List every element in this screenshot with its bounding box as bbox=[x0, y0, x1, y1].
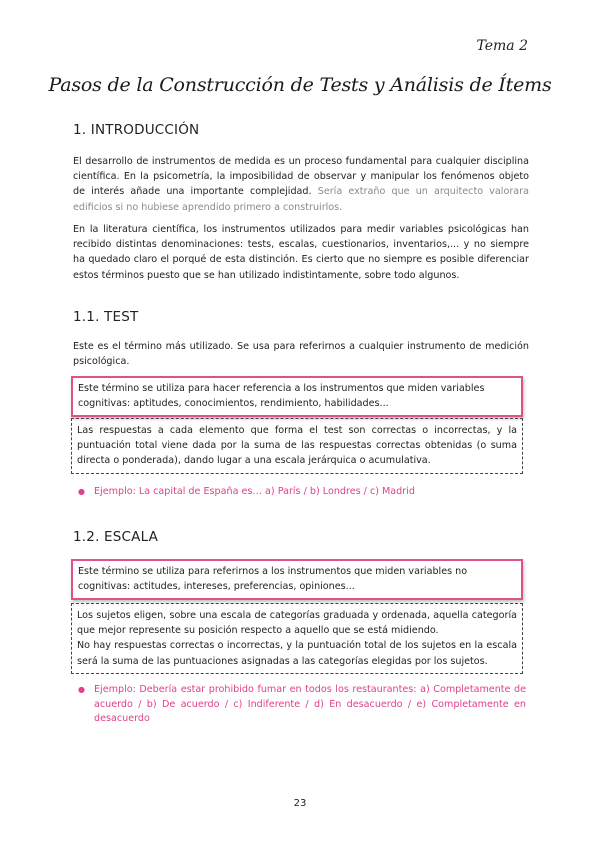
escala-response-box bbox=[71, 603, 523, 674]
test-example-text: Ejemplo: La capital de España es… a) París / b) Londres / c) Madrid bbox=[94, 486, 415, 497]
bullet-icon: ● bbox=[78, 685, 85, 694]
intro-paragraph-1-aside: Sería extraño que un arquitecto valorara edificios si no hubiese aprendido primero a construirlos. bbox=[73, 186, 529, 213]
intro-paragraph-2: En la literatura científica, los instrumentos utilizados para medir variables psicológicas han recibido distintas denominaciones: tests, escalas, cuestionarios, inventarios,... y no siempre ha quedado claro el porqué de esta distinción. Es cierto que no siempre es posible diferenciar estos términos puesto que se han utilizado indistintamente, sobre todo algunos. bbox=[73, 224, 529, 281]
test-definition-text: Este término se utiliza para hacer referencia a los instrumentos que miden variables cognitivas: aptitudes, conocimientos, rendimiento, habilidades... bbox=[78, 383, 485, 409]
test-paragraph: Este es el término más utilizado. Se usa para referirnos a cualquier instrumento de medición psicológica. bbox=[73, 341, 529, 368]
escala-example bbox=[78, 683, 526, 727]
intro-paragraph-1-main: El desarrollo de instrumentos de medida es un proceso fundamental para cualquier disciplina científica. En la psicometría, la imposibilidad de observar y manipular los fenómenos objeto de interés añade una importante complejidad. bbox=[73, 156, 529, 198]
intro-paragraph-1 bbox=[73, 154, 529, 215]
section-heading-test: 1.1. TEST bbox=[73, 309, 139, 325]
test-example bbox=[78, 485, 526, 500]
page-number: 23 bbox=[293, 798, 307, 809]
escala-response-text-1: Los sujetos eligen, sobre una escala de categorías graduada y ordenada, aquella categoría que mejor represente su posición respecto a aquello que se está midiendo. bbox=[77, 610, 517, 637]
escala-definition-text: Este término se utiliza para referirnos a los instrumentos que miden variables no cognitivas: actitudes, intereses, preferencias, opiniones... bbox=[78, 566, 468, 592]
topic-label: Tema 2 bbox=[476, 38, 528, 54]
escala-example-text: Ejemplo: Debería estar prohibido fumar en todos los restaurantes: a) Completamente de acuerdo / b) De acuerdo / c) Indiferente / d) En desacuerdo / e) Completamente en desacuerdo bbox=[94, 684, 526, 724]
section-heading-introduccion: 1. INTRODUCCIÓN bbox=[73, 122, 200, 138]
test-scoring-text: Las respuestas a cada elemento que forma el test son correctas o incorrectas, y la puntuación total viene dada por la suma de las respuestas correctas obtenidas (o suma directa o ponderada), dando lugar a una escala jerárquica o acumulativa. bbox=[77, 425, 517, 467]
escala-response-text-2: No hay respuestas correctas o incorrectas, y la puntuación total de los sujetos en la escala será la suma de las puntuaciones asignadas a las categorías elegidas por los sujetos. bbox=[77, 640, 517, 667]
test-definition-box bbox=[71, 376, 523, 417]
test-scoring-box bbox=[71, 418, 523, 474]
section-heading-escala: 1.2. ESCALA bbox=[73, 529, 159, 545]
bullet-icon: ● bbox=[78, 487, 85, 496]
page-title: Pasos de la Construcción de Tests y Análisis de Ítems bbox=[48, 74, 552, 96]
escala-definition-box bbox=[71, 559, 523, 600]
